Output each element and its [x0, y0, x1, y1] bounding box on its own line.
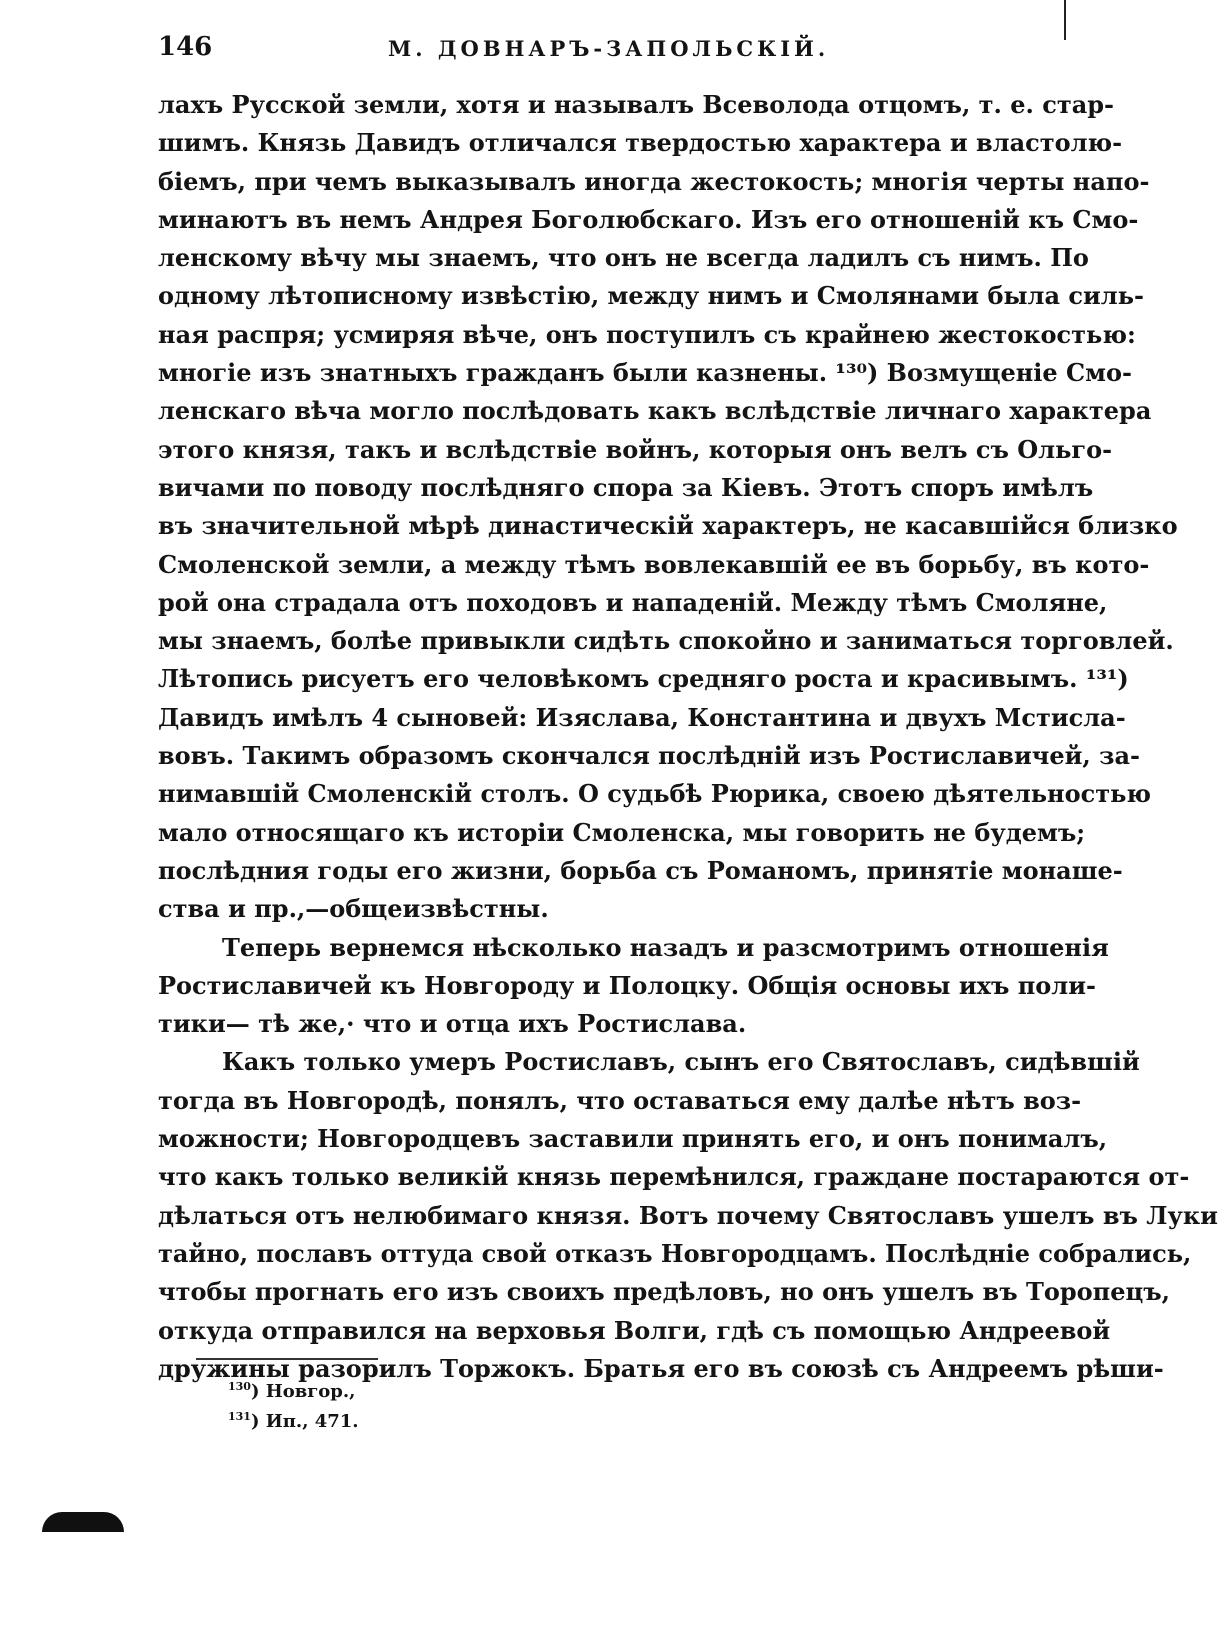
text-line: Лѣтопись рисуетъ его человѣкомъ средняго роста и красивымъ. ¹³¹) [158, 664, 1129, 694]
text-line: ленскаго вѣча могло послѣдовать какъ вслѣдствіе личнаго характера [158, 396, 1152, 426]
text-line: тики— тѣ же,· что и отца ихъ Ростислава. [158, 1009, 747, 1039]
text-line: дѣлаться отъ нелюбимаго князя. Вотъ почему Святославъ ушелъ въ Луки [158, 1200, 1218, 1230]
running-head: М. ДОВНАРЪ-ЗАПОЛЬСКІЙ. [388, 36, 830, 61]
text-line: многіе изъ знатныхъ гражданъ были казнены. ¹³⁰) Возмущеніе Смо- [158, 358, 1132, 388]
text-line: мы знаемъ, болѣе привыкли сидѣть спокойно и заниматься торговлей. [158, 626, 1174, 656]
text-line: вичами по поводу послѣдняго спора за Кіевъ. Этотъ споръ имѣлъ [158, 472, 1094, 502]
text-line: Теперь вернемся нѣсколько назадъ и разсмотримъ отношенія [222, 932, 1109, 962]
footnotes [228, 1372, 628, 1432]
text-line: откуда отправился на верховья Волги, гдѣ съ помощью Андреевой [158, 1315, 1111, 1345]
text-line: Ростиславичей къ Новгороду и Полоцку. Общія основы ихъ поли- [158, 970, 1096, 1000]
text-line: лахъ Русской земли, хотя и называлъ Всеволода отцомъ, т. е. стар- [158, 90, 1114, 119]
footnote-number: 131 [228, 1410, 251, 1423]
footnote-item [228, 1402, 628, 1432]
footnote-divider [196, 1358, 378, 1360]
text-line: ства и пр.,—общеизвѣстны. [158, 894, 549, 924]
text-line: можности; Новгородцевъ заставили принять его, и онъ понималъ, [158, 1124, 1108, 1154]
text-line: тогда въ Новгородѣ, понялъ, что оставаться ему далѣе нѣтъ воз- [158, 1085, 1082, 1115]
text-line: тайно, пославъ оттуда свой отказъ Новгородцамъ. Послѣдніе собрались, [158, 1238, 1192, 1268]
text-line: чтобы прогнать его изъ своихъ предѣловъ, но онъ ушелъ въ Торопецъ, [158, 1277, 1170, 1307]
page-number: 146 [158, 32, 213, 62]
text-line: послѣдния годы его жизни, борьба съ Романомъ, принятіе монаше- [158, 855, 1123, 885]
text-line: мало относящаго къ исторіи Смоленска, мы говорить не будемъ; [158, 817, 1086, 847]
scan-edge-mark [1064, 0, 1066, 40]
text-line: этого князя, такъ и вслѣдствіе войнъ, которыя онъ велъ съ Ольго- [158, 434, 1113, 464]
text-line: шимъ. Князь Давидъ отличался твердостью характера и властолю- [158, 128, 1123, 158]
footnote-number: 130 [228, 1380, 251, 1393]
text-line: Смоленской земли, а между тѣмъ вовлекавшій ее въ борьбу, въ кото- [158, 549, 1150, 579]
text-line: что какъ только великій князь перемѣнился, граждане постараются от- [158, 1162, 1190, 1192]
text-line: въ значительной мѣрѣ династическій характеръ, не касавшійся близко [158, 511, 1178, 541]
text-line: минаютъ въ немъ Андрея Боголюбскаго. Изъ его отношеній къ Смо- [158, 204, 1139, 234]
text-line: вовъ. Такимъ образомъ скончался послѣдній изъ Ростиславичей, за- [158, 741, 1140, 771]
footnote-text: ) Новгор., [250, 1381, 356, 1402]
footnote-item [228, 1372, 628, 1402]
text-line: ная распря; усмиряя вѣче, онъ поступилъ съ крайнею жестокостью: [158, 319, 1136, 349]
text-line: Давидъ имѣлъ 4 сыновей: Изяслава, Константина и двухъ Мстисла- [158, 702, 1126, 732]
text-line: дружины разорилъ Торжокъ. Братья его въ союзѣ съ Андреемъ рѣши- [158, 1353, 1164, 1383]
text-line: нимавшій Смоленскій столъ. О судьбѣ Рюрика, своею дѣятельностью [158, 779, 1152, 809]
text-line: одному лѣтописному извѣстію, между нимъ и Смолянами была силь- [158, 281, 1144, 311]
scan-blot [42, 1512, 124, 1532]
text-line: рой она страдала отъ походовъ и нападеній. Между тѣмъ Смоляне, [158, 587, 1108, 617]
page-header [158, 28, 996, 68]
body-text [158, 86, 1218, 1388]
text-line: Какъ только умеръ Ростиславъ, сынъ его Святославъ, сидѣвшій [222, 1047, 1140, 1077]
footnote-text: ) Ип., 471. [250, 1411, 359, 1432]
text-line: ленскому вѣчу мы знаемъ, что онъ не всегда ладилъ съ нимъ. По [158, 243, 1089, 273]
text-line: біемъ, при чемъ выказывалъ иногда жестокость; многія черты напо- [158, 166, 1150, 196]
